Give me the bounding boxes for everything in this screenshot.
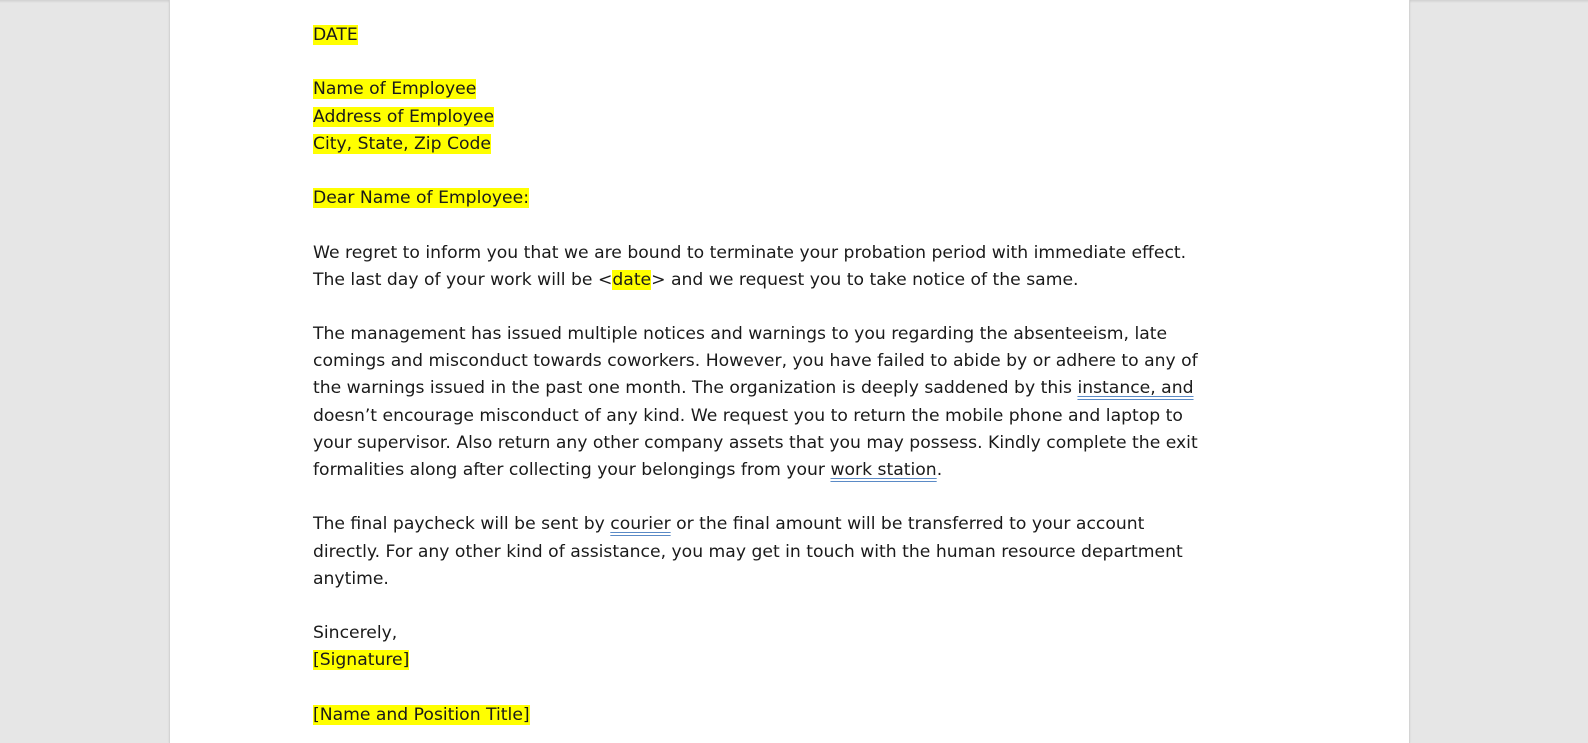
- closing-line: [313, 620, 1253, 647]
- blank-line: [313, 484, 1253, 511]
- paragraph-2-line-2: [313, 348, 1253, 375]
- blank-line: [313, 294, 1253, 321]
- employee-address-placeholder: Address of Employee: [313, 106, 495, 127]
- paragraph-2-line-5: [313, 430, 1253, 457]
- paragraph-2-line-4: [313, 403, 1253, 430]
- date-placeholder: DATE: [313, 25, 358, 45]
- paragraph-1-text: We regret to inform you that we are bound to terminate your probation period with immediate effect.: [313, 242, 1187, 263]
- salutation-placeholder: Dear Name of Employee:: [313, 188, 529, 209]
- paragraph-1-line-1: [313, 240, 1253, 267]
- paragraph-2-line-3: [313, 375, 1253, 402]
- paragraph-3-text: or the final amount will be transferred to your account: [670, 514, 1145, 535]
- employee-name-placeholder: Name of Employee: [313, 79, 477, 100]
- paragraph-1-line-2: [313, 267, 1253, 294]
- paragraph-2-text: .: [936, 460, 943, 480]
- paragraph-3-line-2: [313, 539, 1253, 566]
- signature-line: [313, 647, 1253, 674]
- paragraph-3-text: The final paycheck will be sent by: [313, 514, 611, 535]
- name-title-placeholder: [Name and Position Title]: [313, 704, 530, 725]
- grammar-flag-work-station[interactable]: work station: [830, 460, 937, 480]
- blank-line: [313, 158, 1253, 185]
- name-title-line: [313, 702, 1253, 729]
- employee-city-line: [313, 131, 1253, 158]
- blank-line: [313, 675, 1253, 702]
- salutation-line: [313, 185, 1253, 212]
- paragraph-2-text: comings and misconduct towards coworkers. However, you have failed to abide by or adhere to any of: [313, 351, 1198, 372]
- paragraph-3-line-1: [313, 511, 1253, 538]
- grammar-flag-instance-and[interactable]: instance, and: [1077, 378, 1194, 399]
- employee-name-line: [313, 76, 1253, 103]
- last-day-date-placeholder: date: [612, 269, 652, 290]
- grammar-flag-courier[interactable]: courier: [610, 514, 671, 535]
- employee-city-placeholder: City, State, Zip Code: [313, 133, 491, 154]
- paragraph-3-text: anytime.: [313, 568, 389, 589]
- paragraph-2-text: The management has issued multiple notices and warnings to you regarding the absenteeism, late: [313, 324, 1168, 345]
- paragraph-1-text: > and we request you to take notice of the same.: [651, 269, 1079, 290]
- signature-placeholder: [Signature]: [313, 650, 410, 671]
- paragraph-1-text: The last day of your work will be <: [313, 269, 613, 290]
- blank-line: [313, 593, 1253, 620]
- paragraph-3-line-3: [313, 566, 1253, 593]
- paragraph-3-text: directly. For any other kind of assistance, you may get in touch with the human resource department: [313, 541, 1183, 562]
- paragraph-2-text: formalities along after collecting your belongings from your: [313, 460, 831, 480]
- document-page[interactable]: [169, 0, 1410, 743]
- blank-line: [313, 49, 1253, 76]
- paragraph-2-text: your supervisor. Also return any other company assets that you may possess. Kindly complete the exit: [313, 432, 1198, 453]
- date-line: [313, 22, 1253, 49]
- closing-text: Sincerely,: [313, 623, 398, 644]
- paragraph-2-line-6: [313, 457, 1253, 484]
- letter-body[interactable]: [313, 22, 1253, 729]
- blank-line: [313, 212, 1253, 239]
- paragraph-2-text: doesn’t encourage misconduct of any kind. We request you to return the mobile phone and laptop to: [313, 405, 1183, 426]
- employee-address-line: [313, 104, 1253, 131]
- paragraph-2-text: the warnings issued in the past one month. The organization is deeply saddened by this: [313, 378, 1078, 399]
- paragraph-2-line-1: [313, 321, 1253, 348]
